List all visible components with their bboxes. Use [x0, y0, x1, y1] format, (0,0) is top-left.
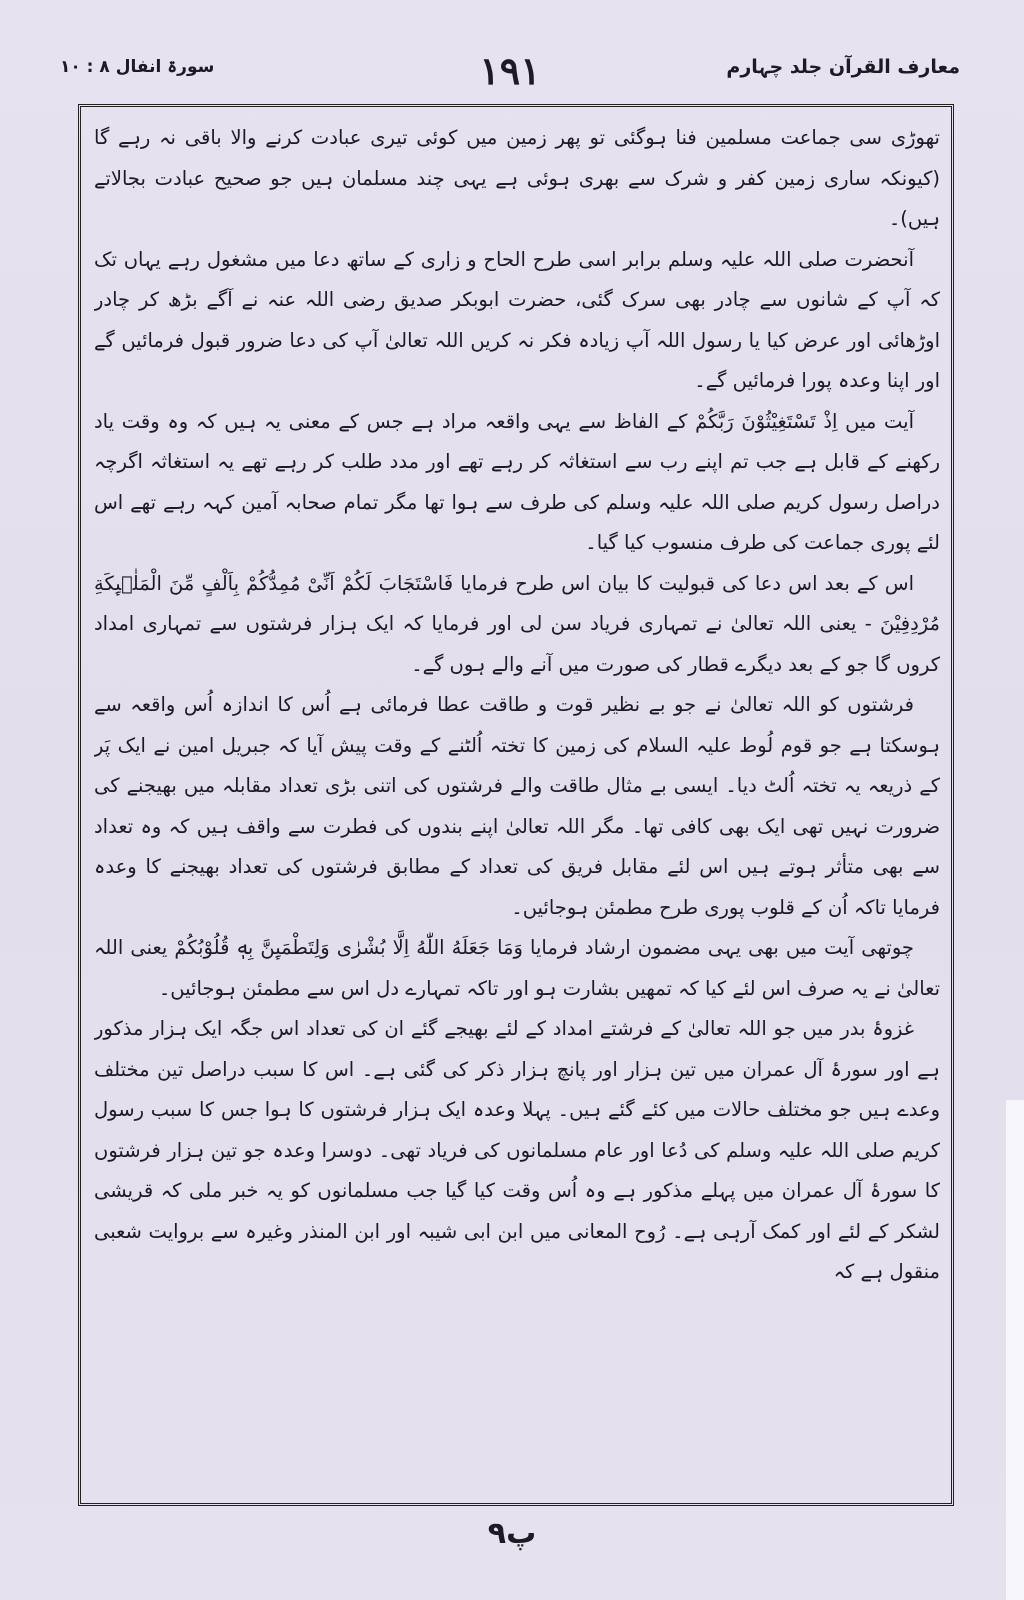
paragraph: اس کے بعد اس دعا کی قبولیت کا بیان اس طرح فرمایا فَاسْتَجَابَ لَكُمْ اَنِّىْ مُمِدُّكُمْ بِاَلْفٍ مِّنَ الْمَلٰۗىِٕكَةِ مُرْدِفِيْنَ - یعنی اللہ تعالیٰ نے تمہاری فریاد سن لی اور فرمایا کہ ایک ہزار فرشتوں سے تمہاری امداد کروں گا جو کے بعد دیگرے قطار کی صورت میں آنے والے ہوں گے۔: [94, 571, 940, 676]
body-text: [94, 118, 940, 1498]
signature-mark: ۹پ: [487, 1516, 537, 1551]
paragraph: غزوۂ بدر میں جو اللہ تعالیٰ کے فرشتے امداد کے لئے بھیجے گئے ان کی تعداد اس جگہ ایک ہزار مذکور ہے اور سورۂ آل عمران میں تین ہزار اور پانچ ہزار ذکر کی گئی ہے۔ اس کا سبب دراصل تین مختلف وعدے ہیں جو مختلف حالات میں کئے گئے ہیں۔ پہلا وعدہ ایک ہزار فرشتوں کا ہوا جس کا سبب رسول کریم صلی اللہ علیہ وسلم کی دُعا اور عام مسلمانوں کی فریاد تھی۔ دوسرا وعدہ جو تین ہزار فرشتوں کا سورۂ آل عمران میں پہلے مذکور ہے وہ اُس وقت کیا گیا جب مسلمانوں کو یہ خبر ملی کہ قریشی لشکر کے لئے اور کمک آرہی ہے۔ رُوح المعانی میں ابن ابی شیبہ اور ابن المنذر وغیرہ سے بروایت شعبی منقول ہے کہ: [94, 1017, 940, 1283]
scan-edge: [1006, 1100, 1024, 1600]
page-header: [60, 48, 960, 98]
book-title: معارف القرآن جلد چہارم: [726, 56, 960, 78]
paragraph: تھوڑی سی جماعت مسلمین فنا ہوگئی تو پھر زمین میں کوئی تیری عبادت کرنے والا باقی نہ رہے گا (کیونکہ ساری زمین کفر و شرک سے بھری ہوئی ہے یہی چند مسلمان ہیں جو صحیح عبادت بجالاتے ہیں)۔: [94, 126, 940, 230]
paragraph: آنحضرت صلی اللہ علیہ وسلم برابر اسی طرح الحاح و زاری کے ساتھ دعا میں مشغول رہے یہاں تک کہ آپ کے شانوں سے چادر بھی سرک گئی، حضرت ابوبکر صدیق رضی اللہ عنہ نے آگے بڑھ کر چادر اوڑھائی اور عرض کیا یا رسول اللہ آپ زیادہ فکر نہ کریں اللہ تعالیٰ آپ کی دعا ضرور قبول فرمائیں گے اور اپنا وعدہ پورا فرمائیں گے۔: [94, 247, 940, 392]
surah-reference: سورۃ انفال ۸ : ۱۰: [60, 57, 215, 77]
page-number: ۱۹۱: [479, 48, 541, 93]
paragraph: آیت میں اِذْ تَسْتَغِيْثُوْنَ رَبَّكُمْ کے الفاظ سے یہی واقعہ مراد ہے جس کے معنی یہ ہیں کہ وہ وقت یاد رکھنے کے قابل ہے جب تم اپنے رب سے استغاثہ کر رہے تھے اور مدد طلب کر رہے تھے یہ استغاثہ اگرچہ دراصل رسول کریم صلی اللہ علیہ وسلم کی طرف سے ہوا تھا مگر تمام صحابہ آمین کہہ رہے تھے اس لئے پوری جماعت کی طرف منسوب کیا گیا۔: [94, 409, 940, 554]
paragraph: چوتھی آیت میں بھی یہی مضمون ارشاد فرمایا وَمَا جَعَلَهُ اللّٰهُ اِلَّا بُشْرٰى وَلِتَطْمَىِٕنَّ بِهٖ قُلُوْبُكُمْ یعنی اللہ تعالیٰ نے یہ صرف اس لئے کیا کہ تمھیں بشارت ہو اور تاکہ تمہارے دل اس سے مطمئن ہوجائیں۔: [94, 936, 940, 1000]
paragraph: فرشتوں کو اللہ تعالیٰ نے جو بے نظیر قوت و طاقت عطا فرمائی ہے اُس کا اندازہ اُس واقعہ سے ہوسکتا ہے جو قوم لُوط علیہ السلام کی زمین کا تختہ اُلٹنے کے وقت پیش آیا کہ جبریل امین نے ایک پَر کے ذریعہ یہ تختہ اُلٹ دیا۔ ایسی بے مثال طاقت والے فرشتوں کی اتنی بڑی تعداد مقابلہ میں بھیجنے کی ضرورت نہیں تھی ایک بھی کافی تھا۔ مگر اللہ تعالیٰ اپنے بندوں کی فطرت سے واقف ہیں کہ وہ تعداد سے بھی متأثر ہوتے ہیں اس لئے مقابل فریق کی تعداد کے مطابق فرشتوں کی تعداد بھیجنے کا وعدہ فرمایا تاکہ اُن کے قلوب پوری طرح مطمئن ہوجائیں۔: [94, 693, 940, 919]
